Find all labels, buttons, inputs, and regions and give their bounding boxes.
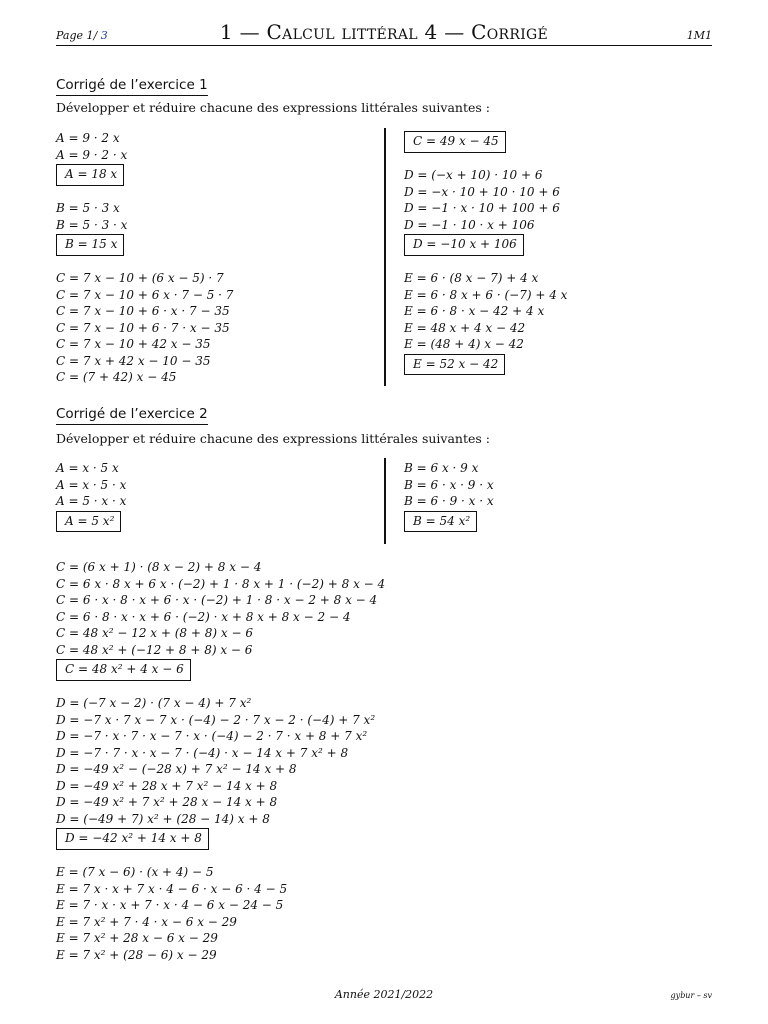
math-line: E = 7 x² + 28 x − 6 x − 29	[56, 931, 218, 945]
math-line: D = −x · 10 + 10 · 10 + 6	[404, 184, 560, 199]
math-line: E = 6 · 8 x + 6 · (−7) + 4 x	[404, 287, 568, 302]
column-separator-2	[384, 458, 386, 544]
math-line: A = 9 · 2 x	[56, 131, 120, 145]
math-line: D = −7 x · 7 x − 7 x · (−4) − 2 · 7 x − 2 · (−4) + 7 x²	[56, 712, 376, 727]
exercise-1-instruction: Développer et réduire chacune des expressions littérales suivantes :	[56, 100, 490, 115]
math-line: E = (48 + 4) x − 42	[404, 337, 524, 351]
math-line: D = −7 · 7 · x · x − 7 · (−4) · x − 14 x + 7 x² + 8	[56, 745, 349, 760]
math-line: C = 7 x − 10 + 6 x · 7 − 5 · 7	[56, 287, 234, 302]
boxed-result	[56, 163, 124, 187]
math-line: E = 7 x · x + 7 x · 4 − 6 · x − 6 · 4 − 5	[56, 881, 288, 896]
math-line: D = −7 · x · 7 · x − 7 · x · (−4) − 2 · 7 · x + 8 + 7 x²	[56, 729, 368, 743]
page-title: 1 — Calcul littéral 4 — Corrigé	[219, 20, 549, 44]
math-line: C = (7 + 42) x − 45	[56, 370, 177, 384]
column-separator	[384, 128, 386, 386]
boxed-result	[404, 130, 506, 154]
result-box: D = −10 x + 106	[404, 234, 524, 256]
math-line: C = 7 x + 42 x − 10 − 35	[56, 353, 211, 368]
exercise-2-title: Corrigé de l’exercice 2	[56, 406, 208, 425]
math-line: C = 6 x · 8 x + 6 x · (−2) + 1 · 8 x + 1 · (−2) + 8 x − 4	[56, 576, 386, 591]
math-line: A = 5 · x · x	[56, 494, 127, 508]
exercise-2-instruction: Développer et réduire chacune des expressions littérales suivantes :	[56, 431, 490, 446]
math-line: E = 7 · x · x + 7 · x · 4 − 6 x − 24 − 5	[56, 898, 284, 912]
result-box: D = −42 x² + 14 x + 8	[56, 828, 209, 850]
header-rule	[56, 45, 712, 46]
class-code: 1M1	[686, 29, 712, 42]
math-line: E = 7 x² + (28 − 6) x − 29	[56, 947, 217, 962]
math-line: C = (6 x + 1) · (8 x − 2) + 8 x − 4	[56, 560, 262, 574]
math-line: B = 6 · 9 · x · x	[404, 494, 494, 508]
result-box: B = 54 x²	[404, 511, 477, 533]
boxed-result	[404, 233, 524, 257]
page-number: Page 1/ 3	[56, 29, 108, 42]
math-line: D = (−49 + 7) x² + (28 − 14) x + 8	[56, 811, 270, 826]
math-line: B = 6 · x · 9 · x	[404, 477, 494, 492]
math-line: B = 5 · 3 x	[56, 201, 120, 215]
boxed-result	[56, 658, 191, 682]
footer-year: Année 2021/2022	[334, 988, 434, 1001]
result-box: C = 48 x² + 4 x − 6	[56, 659, 191, 681]
math-line: C = 48 x² − 12 x + (8 + 8) x − 6	[56, 626, 253, 640]
math-line: C = 7 x − 10 + (6 x − 5) · 7	[56, 271, 224, 285]
result-box: A = 18 x	[56, 164, 124, 186]
math-line: C = 7 x − 10 + 6 · x · 7 − 35	[56, 304, 230, 318]
math-line: E = 6 · 8 · x − 42 + 4 x	[404, 304, 545, 318]
math-line: C = 7 x − 10 + 6 · 7 · x − 35	[56, 320, 230, 335]
math-line: C = 7 x − 10 + 42 x − 35	[56, 337, 211, 351]
math-line: B = 6 x · 9 x	[404, 461, 479, 475]
math-line: D = −49 x² − (−28 x) + 7 x² − 14 x + 8	[56, 762, 297, 776]
result-box: B = 15 x	[56, 234, 124, 256]
math-line: D = −1 · x · 10 + 100 + 6	[404, 201, 560, 215]
result-box: A = 5 x²	[56, 511, 121, 533]
math-line: E = (7 x − 6) · (x + 4) − 5	[56, 865, 214, 879]
math-line: C = 6 · 8 · x · x + 6 · (−2) · x + 8 x + 8 x − 2 − 4	[56, 609, 351, 624]
boxed-result	[404, 510, 477, 534]
math-line: C = 6 · x · 8 · x + 6 · x · (−2) + 1 · 8 · x − 2 + 8 x − 4	[56, 593, 378, 607]
boxed-result	[56, 233, 124, 257]
math-line: E = 48 x + 4 x − 42	[404, 320, 526, 335]
math-line: A = x · 5 x	[56, 461, 119, 475]
math-line: A = x · 5 · x	[56, 477, 127, 492]
math-line: E = 6 · (8 x − 7) + 4 x	[404, 271, 539, 285]
math-line: A = 9 · 2 · x	[56, 147, 128, 162]
math-line: D = −49 x² + 7 x² + 28 x − 14 x + 8	[56, 795, 278, 809]
math-line: E = 7 x² + 7 · 4 · x − 6 x − 29	[56, 914, 237, 929]
math-line: D = (−7 x − 2) · (7 x − 4) + 7 x²	[56, 696, 252, 710]
math-line: D = (−x + 10) · 10 + 6	[404, 168, 543, 182]
result-box: E = 52 x − 42	[404, 354, 505, 376]
boxed-result	[56, 510, 121, 534]
math-line: B = 5 · 3 · x	[56, 217, 128, 232]
page-total: 3	[100, 29, 108, 42]
math-line: D = −49 x² + 28 x + 7 x² − 14 x + 8	[56, 778, 278, 793]
boxed-result	[56, 827, 209, 851]
math-line: C = 48 x² + (−12 + 8 + 8) x − 6	[56, 642, 253, 657]
math-line: D = −1 · 10 · x + 106	[404, 217, 535, 232]
boxed-result	[404, 353, 505, 377]
exercise-1-title: Corrigé de l’exercice 1	[56, 77, 208, 96]
footer-author: gybur – sv	[670, 991, 712, 1000]
result-box: C = 49 x − 45	[404, 131, 506, 153]
